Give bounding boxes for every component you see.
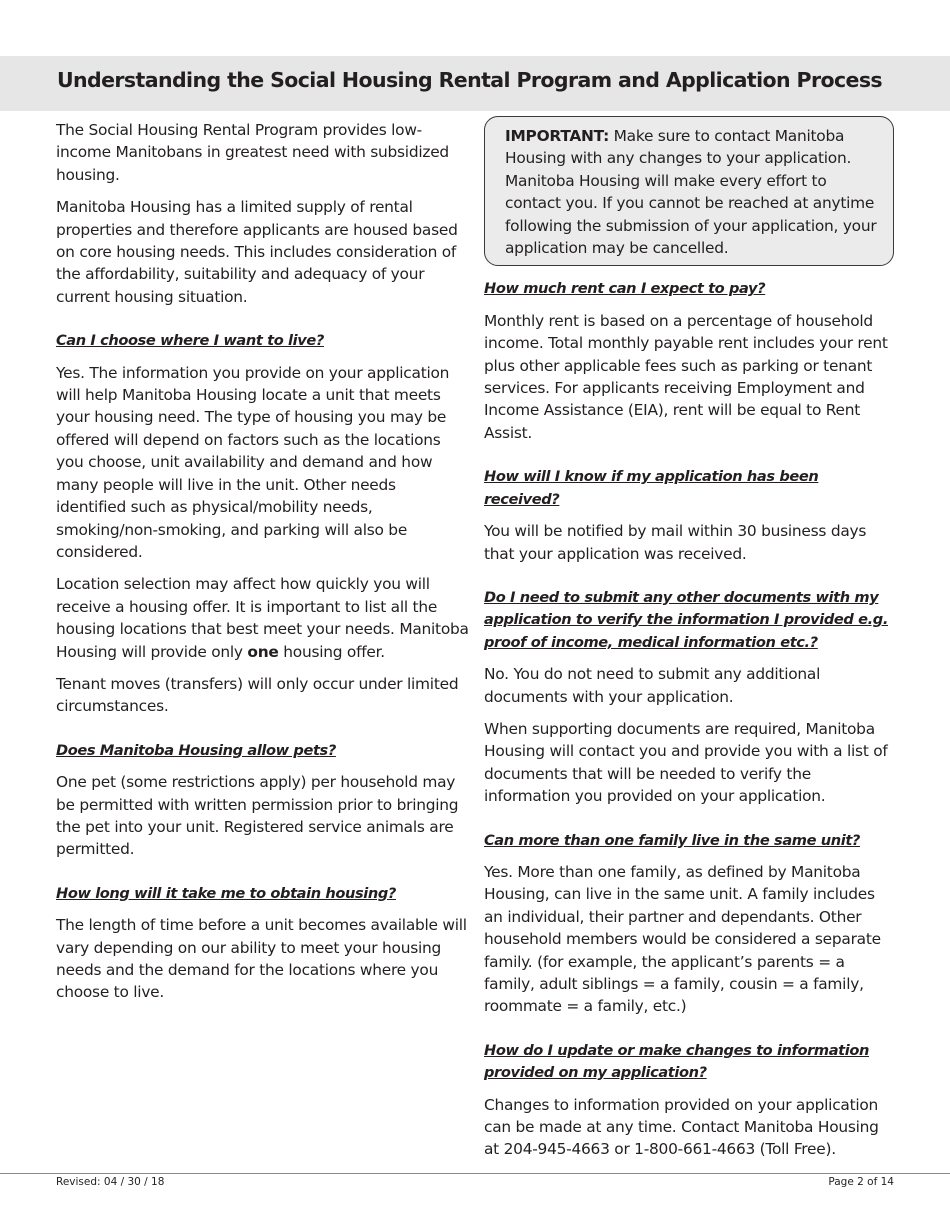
answer-text: Location selection may affect how quickly you will receive a housing offer. It is important to list all the housing locations that best meet your needs. Manitoba Housing will provide only [56,575,469,661]
question-multiple-families: Can more than one family live in the same unit? [484,831,860,849]
question-update-application: How do I update or make changes to information provided on my application? [484,1041,869,1082]
answer-choose-location-2 [56,573,470,663]
question-rent: How much rent can I expect to pay? [484,280,766,298]
page-number: Page 2 of 14 [828,1176,894,1188]
left-column [56,116,470,1014]
emphasis-one: one [247,642,279,661]
answer-multiple-families: Yes. More than one family, as defined by Manitoba Housing, can live in the same unit. A family includes an individual, their partner and dependants. Other household members would be considered a separate family. (for example, the applicant’s parents = a family, adult siblings = a family, cousin = a family, roommate = a family, etc.) [484,862,881,1016]
answer-time-to-housing: The length of time before a unit becomes available will vary depending on our ability to meet your housing needs and the demand for the locations where you choose to live. [56,916,467,1002]
answer-pets: One pet (some restrictions apply) per household may be permitted with written permission prior to bringing the pet into your unit. Registered service animals are permitted. [56,773,459,859]
answer-application-received: You will be notified by mail within 30 business days that your application was received. [484,522,867,563]
important-notice-box [484,116,894,266]
page-title: Understanding the Social Housing Rental Program and Application Process [57,68,883,92]
answer-text: housing offer. [278,642,385,661]
intro-paragraph-2: Manitoba Housing has a limited supply of rental properties and therefore applicants are housed based on core housing needs. This includes consideration of the affordability, suitability and adequacy of your current housing situation. [56,198,458,306]
right-column [484,116,896,1171]
question-time-to-housing: How long will it take me to obtain housing? [56,884,396,902]
important-label: IMPORTANT: [505,127,609,145]
question-choose-location: Can I choose where I want to live? [56,332,324,350]
question-other-documents: Do I need to submit any other documents with my application to verify the information I provided e.g. proof of income, medical information etc.? [484,588,888,651]
footer-divider [0,1173,950,1174]
question-application-received: How will I know if my application has been received? [484,468,819,508]
answer-other-documents-1: No. You do not need to submit any additional documents with your application. [484,665,821,706]
answer-other-documents-2: When supporting documents are required, Manitoba Housing will contact you and provide you with a list of documents that will be needed to verify the information you provided on your application. [484,719,888,806]
title-band [0,56,950,111]
intro-paragraph-1: The Social Housing Rental Program provides low-income Manitobans in greatest need with subsidized housing. [56,121,449,184]
answer-update-application: Changes to information provided on your application can be made at any time. Contact Manitoba Housing at 204-945-4663 or 1-800-661-4663 (Toll Free). [484,1095,879,1159]
answer-choose-location-1: Yes. The information you provide on your application will help Manitoba Housing locate a unit that meets your housing need. The type of housing you may be offered will depend on factors such as the locations you choose, unit availability and demand and how many people will live in the unit. Other needs identified such as physical/mobility needs, smoking/non-smoking, and parking will also be considered. [56,363,450,561]
answer-rent: Monthly rent is based on a percentage of household income. Total monthly payable rent includes your rent plus other applicable fees such as parking or tenant services. For applicants receiving Employment and Income Assistance (EIA), rent will be equal to Rent Assist. [484,311,888,442]
important-text: Make sure to contact Manitoba Housing with any changes to your application. Manitoba Housing will make every effort to contact you. If you cannot be reached at anytime following the submission of your application, your application may be cancelled. [505,127,877,258]
revised-date: Revised: 04 / 30 / 18 [56,1176,165,1188]
answer-choose-location-3: Tenant moves (transfers) will only occur under limited circumstances. [56,674,459,716]
question-pets: Does Manitoba Housing allow pets? [56,741,336,759]
